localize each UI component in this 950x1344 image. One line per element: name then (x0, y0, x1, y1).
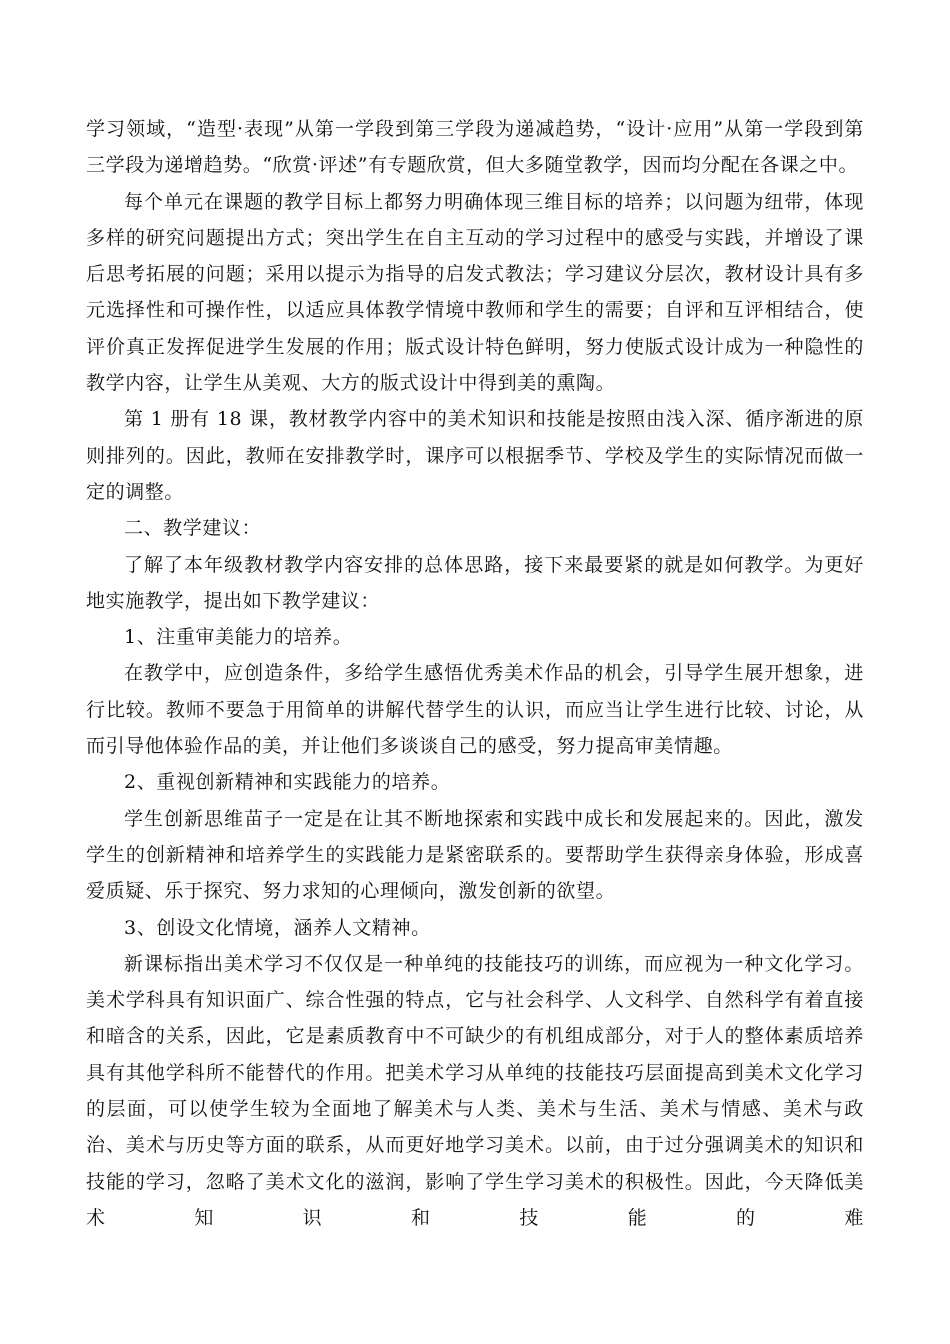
paragraph-teaching-intro: 了解了本年级教材教学内容安排的总体思路，接下来最要紧的就是如何教学。为更好地实施教学，提出如下教学建议： (86, 553, 864, 612)
paragraph-volume-one: 第 1 册有 18 课，教材教学内容中的美术知识和技能是按照由浅入深、循序渐进的原则排列的。因此，教师在安排教学时，课序可以根据季节、学校及学生的实际情况而做一定的调整。 (86, 408, 864, 503)
paragraph-innovation-practice: 学生创新思维苗子一定是在让其不断地探索和实践中成长和发展起来的。因此，激发学生的创新精神和培养学生的实践能力是紧密联系的。要帮助学生获得亲身体验，形成喜爱质疑、乐于探究、努力求知的心理倾向，激发创新的欲望。 (86, 807, 864, 903)
paragraph-cultural-context: 新课标指出美术学习不仅仅是一种单纯的技能技巧的训练，而应视为一种文化学习。美术学科具有知识面广、综合性强的特点，它与社会科学、人文科学、自然科学有着直接和暗含的关系，因此，它是素质教育中不可缺少的有机组成部分，对于人的整体素质培养具有其他学科所不能替代的作用。把美术学习从单纯的技能技巧层面提高到美术文化学习的层面，可以使学生较为全面地了解美术与人类、美术与生活、美术与情感、美术与政治、美术与历史等方面的联系，从而更好地学习美术。以前，由于过分强调美术的知识和技能的学习，忽略了美术文化的滋润，影响了学生学习美术的积极性。因此，今天降低美术知识和技能的难 (86, 952, 864, 1229)
paragraph-learning-areas: 学习领域，“造型·表现”从第一学段到第三学段为递减趋势，“设计·应用”从第一学段到第三学段为递增趋势。“欣赏·评述”有专题欣赏，但大多随堂教学，因而均分配在各课之中。 (86, 118, 864, 177)
subheading-innovation-practice: 2、重视创新精神和实践能力的培养。 (124, 771, 451, 794)
subheading-aesthetic-ability: 1、注重审美能力的培养。 (124, 626, 353, 649)
paragraph-unit-goals: 每个单元在课题的教学目标上都努力明确体现三维目标的培养；以问题为纽带，体现多样的研究问题提出方式；突出学生在自主互动的学习过程中的感受与实践，并增设了课后思考拓展的问题；采用以提示为指导的启发式教法；学习建议分层次，教材设计具有多元选择性和可操作性，以适应具体教学情境中教师和学生的需要；自评和互评相结合，使评价真正发挥促进学生发展的作用；版式设计特色鲜明，努力使版式设计成为一种隐性的教学内容，让学生从美观、大方的版式设计中得到美的熏陶。 (86, 190, 864, 395)
subheading-cultural-context: 3、创设文化情境，涵养人文精神。 (124, 916, 431, 939)
section-heading-teaching-suggestions: 二、教学建议： (124, 517, 262, 540)
paragraph-aesthetic-ability: 在教学中，应创造条件，多给学生感悟优秀美术作品的机会，引导学生展开想象，进行比较。教师不要急于用简单的讲解代替学生的认识，而应当让学生进行比较、讨论，从而引导他体验作品的美，并让他们多谈谈自己的感受，努力提高审美情趣。 (86, 662, 864, 758)
document-body (86, 111, 864, 1236)
